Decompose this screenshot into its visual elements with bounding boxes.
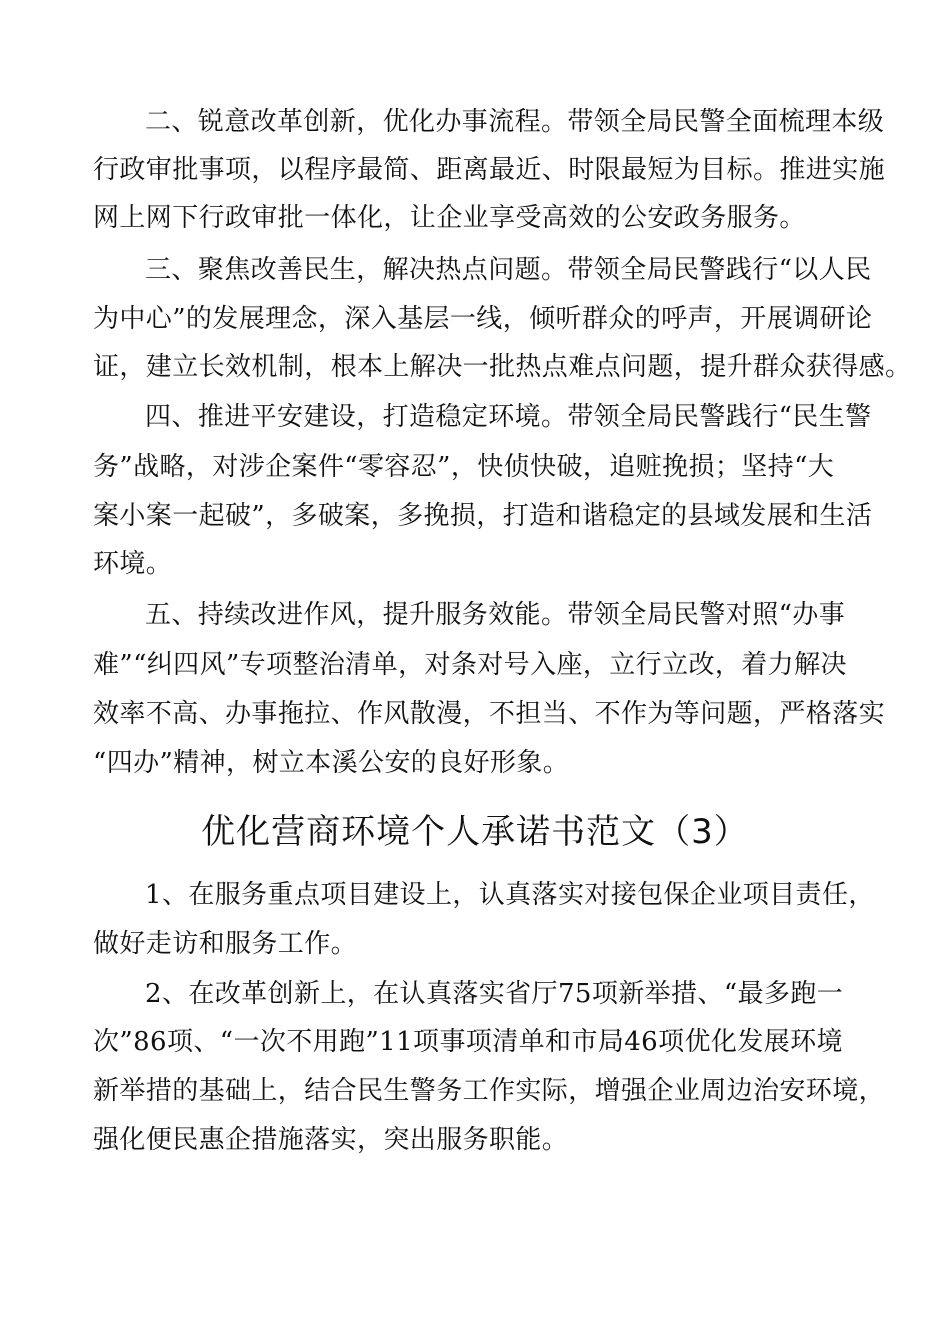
item-2-line-2: 次”86项、“一次不用跑”11项事项清单和市局46项优化发展环境: [93, 1027, 843, 1057]
paragraph-3-line-2: 为中心”的发展理念，深入基层一线，倾听群众的呼声，开展调研论: [93, 304, 873, 334]
item-2-line-4: 强化便民惠企措施落实，突出服务职能。: [93, 1125, 569, 1155]
paragraph-2-line-1: 二、锐意改革创新，优化办事流程。带领全局民警全面梳理本级: [145, 107, 885, 137]
item-1-line-1: 1、在服务重点项目建设上，认真落实对接包保企业项目责任，: [145, 880, 875, 910]
paragraph-5-line-3: 效率不高、办事拖拉、作风散漫，不担当、不作为等问题，严格落实: [93, 699, 886, 729]
paragraph-2-line-2: 行政审批事项，以程序最简、距离最近、时限最短为目标。推进实施: [93, 155, 886, 185]
paragraph-5-line-2: 难”“纠四风”专项整治清单，对条对号入座，立行立改，着力解决: [93, 650, 847, 680]
item-2-line-3: 新举措的基础上，结合民生警务工作实际，增强企业周边治安环境，: [93, 1076, 886, 1106]
paragraph-4-line-1: 四、推进平安建设，打造稳定环境。带领全局民警践行“民生警: [145, 402, 872, 432]
section-title: 优化营商环境个人承诺书范文（3）: [201, 812, 749, 852]
paragraph-2-line-3: 网上网下行政审批一体化，让企业享受高效的公安政务服务。: [93, 203, 806, 233]
paragraph-4-line-3: 案小案一起破”，多破案，多挽损，打造和谐稳定的县域发展和生活: [93, 501, 873, 531]
paragraph-3-line-1: 三、聚焦改善民生，解决热点问题。带领全局民警践行“以人民: [145, 255, 872, 285]
paragraph-4-line-4: 环境。: [93, 549, 173, 579]
paragraph-5-line-1: 五、持续改进作风，提升服务效能。带领全局民警对照“办事: [145, 600, 846, 630]
item-1-line-2: 做好走访和服务工作。: [93, 929, 358, 959]
paragraph-4-line-2: 务”战略，对涉企案件“零容忍”，快侦快破，追赃挽损；坚持“大: [93, 452, 835, 482]
item-2-line-1: 2、在改革创新上，在认真落实省厅75项新举措、“最多跑一: [145, 979, 844, 1009]
paragraph-5-line-4: “四办”精神，树立本溪公安的良好形象。: [93, 748, 570, 778]
paragraph-3-line-3: 证，建立长效机制，根本上解决一批热点难点问题，提升群众获得感。: [93, 352, 912, 382]
